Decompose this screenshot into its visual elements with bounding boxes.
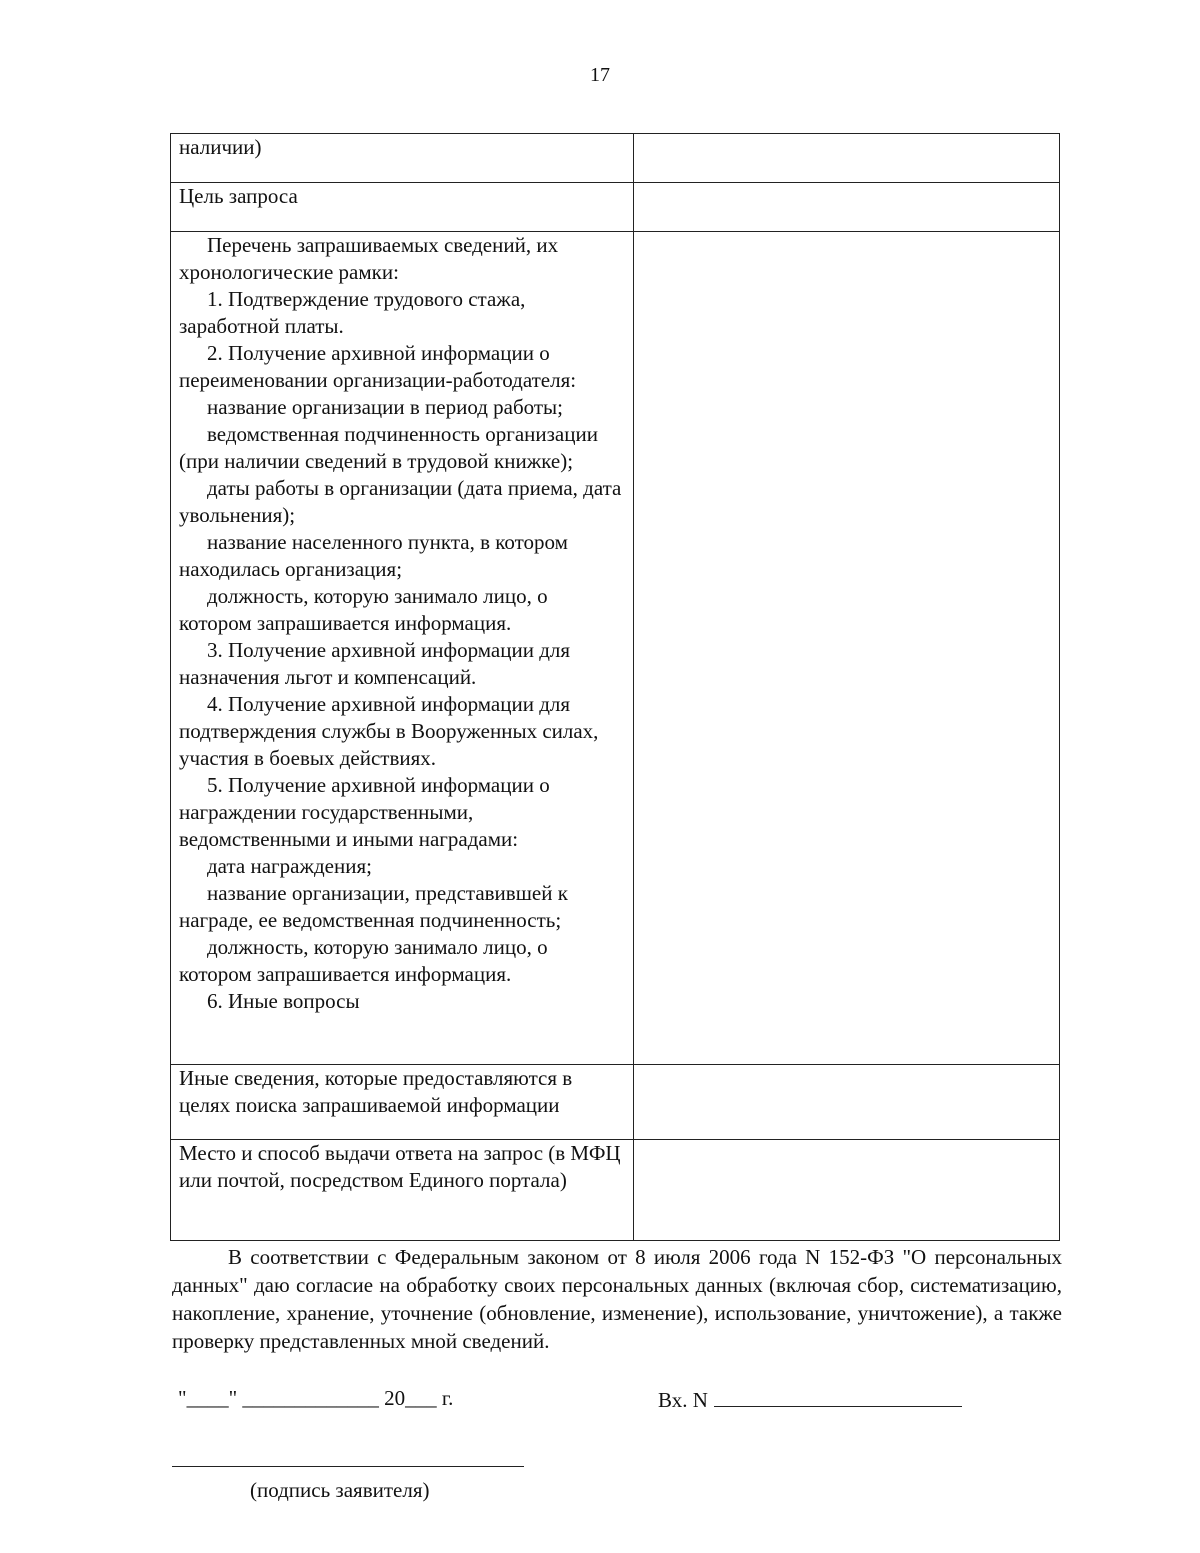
list-item: должность, которую занимало лицо, о котором запрашивается информация. [179, 935, 548, 986]
row-value-cell[interactable] [634, 1065, 1060, 1140]
list-item: 1. Подтверждение трудового стажа, заработной платы. [179, 287, 526, 338]
consent-paragraph: В соответствии с Федеральным законом от 8 июля 2006 года N 152-ФЗ "О персональных данных" даю согласие на обработку своих персональных данных (включая сбор, систематизацию, накопление, хранение, уточнение (обновление, изменение), использование, уничтожение), а также проверку представленных мной сведений. [172, 1245, 1062, 1353]
list-item: название организации, представившей к награде, ее ведомственная подчиненность; [179, 881, 568, 932]
list-item: название организации в период работы; [207, 395, 563, 419]
incoming-number-field [658, 1386, 962, 1413]
row-value-cell[interactable] [634, 134, 1060, 183]
list-item: 5. Получение архивной информации о награждении государственными, ведомственными и иными наградами: [179, 773, 550, 851]
page-number: 17 [590, 64, 610, 86]
requested-info-list [171, 232, 634, 1065]
request-form-table [170, 133, 1060, 1241]
row-value-cell[interactable] [634, 232, 1060, 1065]
row-label-text: Цель запроса [179, 184, 298, 208]
row-label [171, 1140, 634, 1241]
table-row [171, 232, 1060, 1065]
list-item: 2. Получение архивной информации о переименовании организации-работодателя: [179, 341, 577, 392]
incoming-number-blank[interactable] [714, 1386, 962, 1407]
list-item: 6. Иные вопросы [207, 989, 360, 1013]
date-field[interactable]: "____" _____________ 20___ г. [178, 1386, 454, 1410]
row-label-text: наличии) [179, 135, 262, 159]
table-row [171, 134, 1060, 183]
row-label [171, 1065, 634, 1140]
list-item: ведомственная подчиненность организации (при наличии сведений в трудовой книжке); [179, 422, 598, 473]
table-row [171, 1140, 1060, 1241]
row-label-text: Иные сведения, которые предоставляются в целях поиска запрашиваемой информации [179, 1066, 573, 1117]
signature-line[interactable] [172, 1466, 524, 1467]
row-value-cell[interactable] [634, 1140, 1060, 1241]
signature-caption: (подпись заявителя) [250, 1478, 430, 1502]
row-label [171, 183, 634, 232]
list-item: 3. Получение архивной информации для назначения льгот и компенсаций. [179, 638, 571, 689]
table-row [171, 183, 1060, 232]
list-item: дата награждения; [207, 854, 372, 878]
list-item: даты работы в организации (дата приема, дата увольнения); [179, 476, 622, 527]
list-item: должность, которую занимало лицо, о котором запрашивается информация. [179, 584, 548, 635]
incoming-number-label: Вх. N [658, 1388, 708, 1412]
row-label [171, 134, 634, 183]
list-item: 4. Получение архивной информации для подтверждения службы в Вооруженных силах, участия в боевых действиях. [179, 692, 599, 770]
list-item: название населенного пункта, в котором находилась организация; [179, 530, 568, 581]
table-row [171, 1065, 1060, 1140]
row-value-cell[interactable] [634, 183, 1060, 232]
list-item: Перечень запрашиваемых сведений, их хронологические рамки: [179, 233, 559, 284]
row-label-text: Место и способ выдачи ответа на запрос (в МФЦ или почтой, посредством Единого портала) [179, 1141, 621, 1192]
